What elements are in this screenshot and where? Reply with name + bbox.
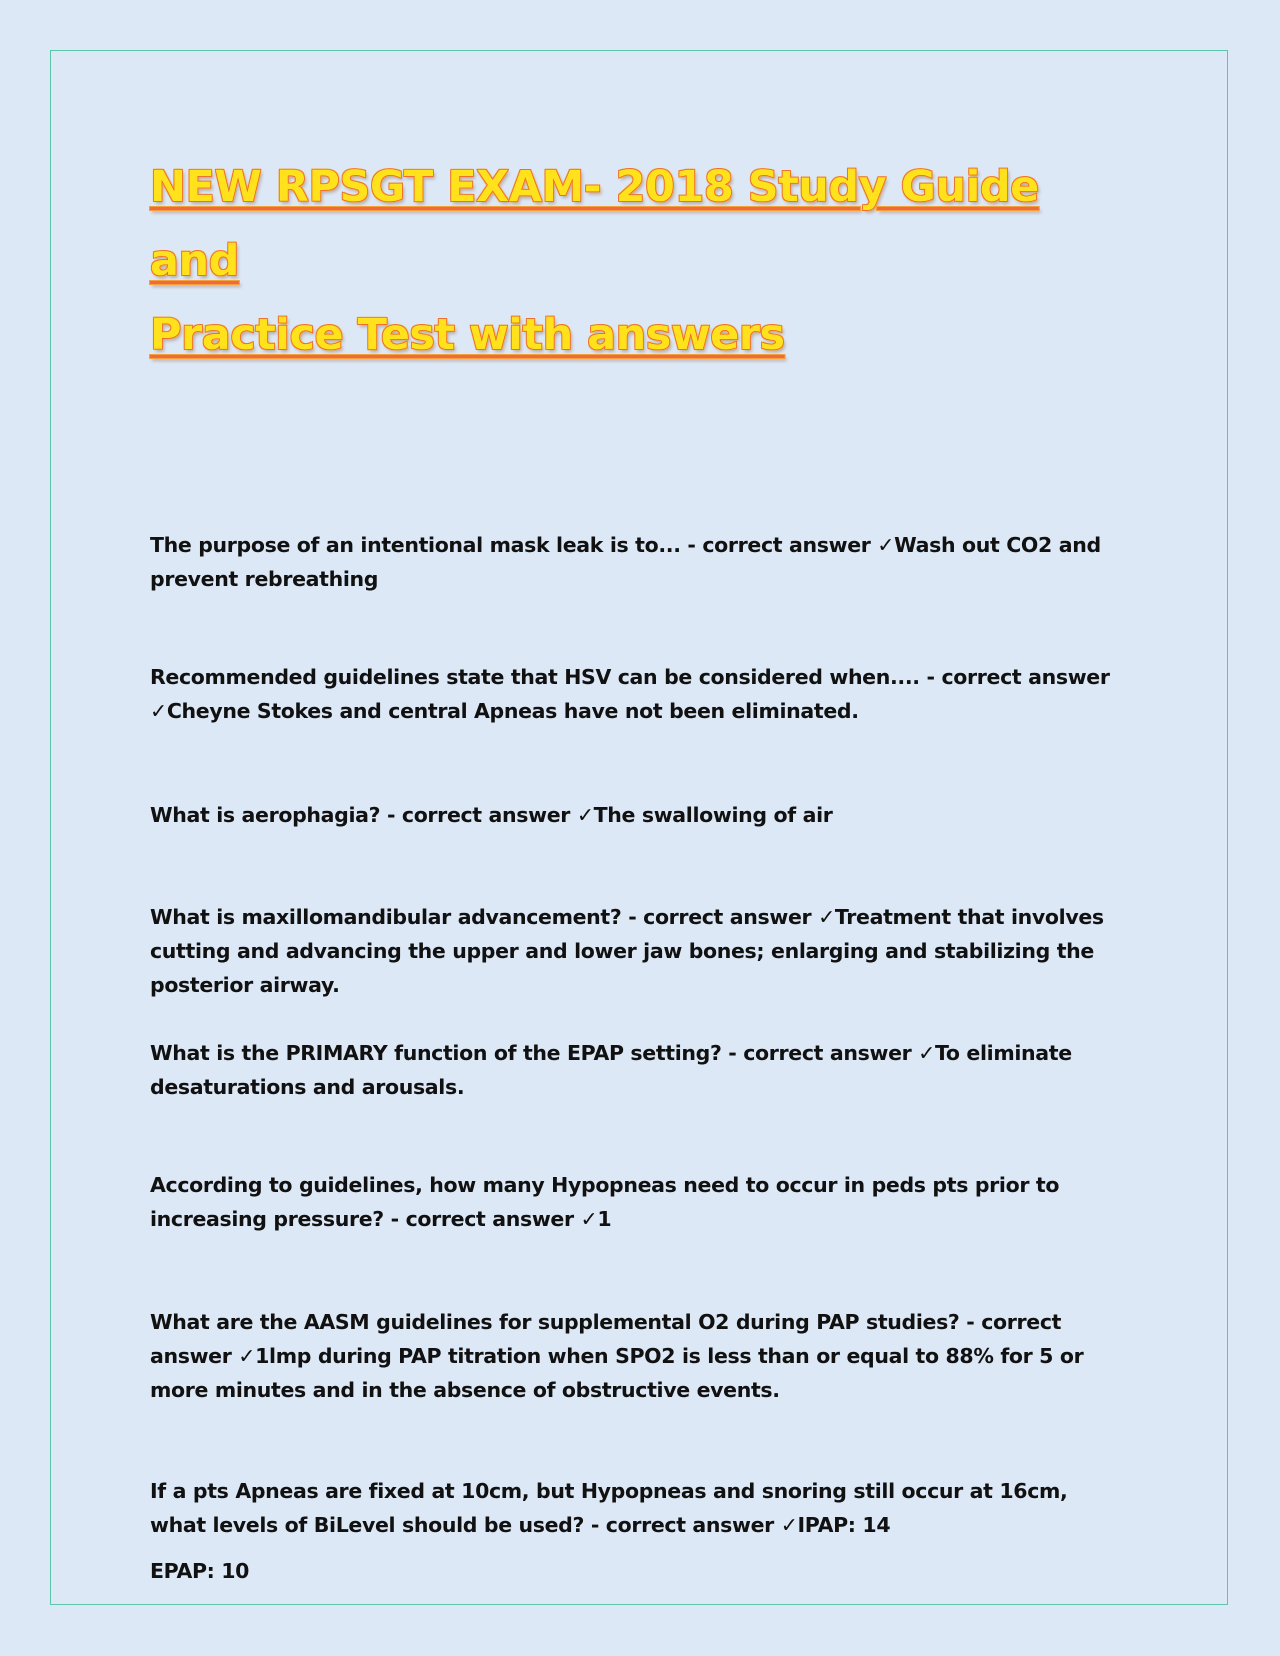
question-text: What are the AASM guidelines for supplemental O2 during PAP studies? — [150, 1310, 960, 1334]
answer-text: Wash out CO2 and prevent rebreathing — [150, 533, 1101, 591]
answer-separator: - correct answer — [680, 533, 878, 557]
title-line-1: NEW RPSGT EXAM- 2018 Study Guide and — [150, 162, 1039, 286]
question-text: What is aerophagia? — [150, 803, 381, 827]
answer-text: Cheyne Stokes and central Apneas have not been eliminated. — [166, 699, 859, 723]
answer-text: IPAP: 14 — [797, 1513, 891, 1537]
question-text: What is the PRIMARY function of the EPAP setting? — [150, 1041, 722, 1065]
answer-text: 1 — [597, 1207, 612, 1231]
answer-separator: - correct answer — [919, 665, 1110, 689]
question-text: Recommended guidelines state that HSV can be considered when.... — [150, 665, 920, 689]
question-text: The purpose of an intentional mask leak is to... — [150, 533, 681, 557]
answer-separator: - correct answer — [721, 1041, 919, 1065]
answer-text: The swallowing of air — [593, 803, 833, 827]
document-title — [150, 150, 1130, 372]
document-content — [150, 150, 1130, 1583]
answer-text: Treatment that involves cutting and advancing the upper and lower jaw bones; enlarging and stabilizing the posterior airway. — [150, 905, 1104, 997]
check-mark-icon: ✓ — [580, 1207, 598, 1231]
question-text: If a pts Apneas are fixed at 10cm, but Hypopneas and snoring still occur at 16cm, what levels of BiLevel should be used? — [150, 1479, 1068, 1537]
answer-separator: - correct answer — [380, 803, 577, 827]
qa-item — [150, 798, 1130, 832]
check-mark-icon: ✓ — [877, 533, 895, 557]
answer-text: 1lmp during PAP titration when SPO2 is less than or equal to 88% for 5 or more minutes and in the absence of obstructive events. — [150, 1344, 1084, 1402]
title-line-2: Practice Test with answers — [150, 310, 785, 360]
check-mark-icon: ✓ — [918, 1041, 935, 1065]
answer-separator: - correct answer — [383, 1207, 581, 1231]
qa-item — [150, 660, 1130, 728]
answer-separator: - correct answer — [150, 1310, 1062, 1368]
question-text: What is maxillomandibular advancement? — [150, 905, 622, 929]
qa-item — [150, 1305, 1130, 1407]
question-text: According to guidelines, how many Hypopneas need to occur in peds pts prior to increasing pressure? — [150, 1173, 1060, 1231]
qa-item — [150, 1474, 1130, 1588]
check-mark-icon: ✓ — [150, 699, 167, 723]
check-mark-icon: ✓ — [780, 1513, 798, 1537]
qa-item — [150, 1168, 1130, 1236]
qa-item — [150, 528, 1130, 596]
check-mark-icon: ✓ — [818, 905, 835, 929]
answer-text: To eliminate desaturations and arousals. — [150, 1041, 1072, 1099]
qa-item — [150, 900, 1130, 1002]
check-mark-icon: ✓ — [238, 1344, 256, 1368]
answer-separator: - correct answer — [584, 1513, 781, 1537]
check-mark-icon: ✓ — [576, 803, 594, 827]
answer-separator: - correct answer — [621, 905, 819, 929]
answer-extra-text: EPAP: 10 — [150, 1559, 250, 1583]
qa-item — [150, 1036, 1130, 1104]
